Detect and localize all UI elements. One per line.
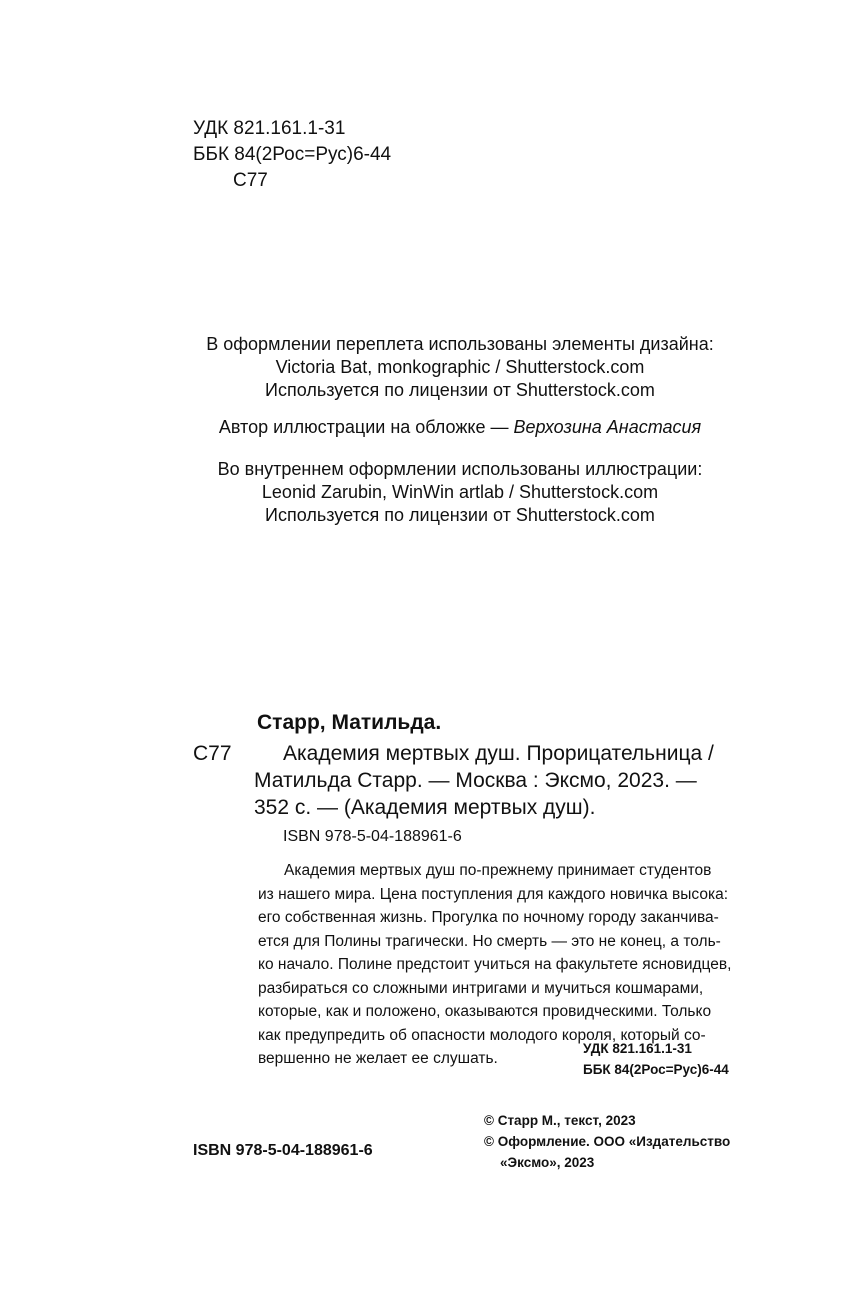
credit-line: Используется по лицензии от Shutterstock.com	[265, 505, 655, 525]
footer-bbk: ББК 84(2Рос=Рус)6-44	[583, 1062, 729, 1077]
bib-isbn: ISBN 978-5-04-188961-6	[283, 828, 462, 845]
annotation-line: которые, как и положено, оказываются провидческими. Только	[258, 1003, 712, 1020]
credit-line: Используется по лицензии от Shutterstock.com	[265, 380, 655, 400]
illustrator-name: Верхозина Анастасия	[513, 417, 702, 437]
illustrator-credit	[150, 416, 770, 439]
author-mark: С77	[233, 170, 268, 191]
annotation-line: разбираться со сложными интригами и мучиться кошмарами,	[258, 979, 704, 997]
bib-line: Академия мертвых душ. Прорицательница /	[283, 742, 714, 765]
cover-design-credits	[150, 333, 770, 402]
bib-line: 352 с. — (Академия мертвых душ).	[254, 796, 596, 819]
copyright-line: «Эксмо», 2023	[500, 1155, 595, 1170]
annotation-line: ется для Полины трагически. Но смерть — это не конец, а толь-	[258, 932, 721, 950]
illustrator-line	[150, 416, 770, 439]
copyright-line: © Старр М., текст, 2023	[484, 1113, 636, 1128]
footer-isbn: ISBN 978-5-04-188961-6	[193, 1142, 373, 1159]
credit-line: Leonid Zarubin, WinWin artlab / Shutterstock.com	[261, 482, 659, 502]
bib-mark: С77	[193, 742, 232, 765]
credit-line: В оформлении переплета использованы элементы дизайна:	[206, 334, 714, 354]
annotation-line: ко начало. Полине предстоит учиться на факультете ясновидцев,	[258, 956, 732, 973]
illustrator-prefix: Автор иллюстрации на обложке —	[218, 417, 514, 437]
bbk-code: ББК 84(2Рос=Рус)6-44	[193, 144, 392, 165]
annotation-line: вершенно не желает ее слушать.	[258, 1050, 498, 1067]
annotation-line: из нашего мира. Цена поступления для каждого новичка высока:	[258, 885, 729, 903]
credit-line: Во внутреннем оформлении использованы иллюстрации:	[217, 459, 703, 479]
copyright-line: © Оформление. ООО «Издательство	[484, 1134, 731, 1149]
udk-code: УДК 821.161.1-31	[193, 118, 346, 139]
bib-line: Матильда Старр. — Москва : Эксмо, 2023. —	[254, 769, 697, 792]
inner-design-credits	[150, 458, 770, 527]
footer-udk: УДК 821.161.1-31	[583, 1041, 692, 1056]
credit-line: Victoria Bat, monkographic / Shutterstock.com	[275, 357, 645, 377]
bib-author: Старр, Матильда.	[257, 711, 442, 734]
annotation-line: как предупредить об опасности молодого короля, который со-	[258, 1026, 706, 1044]
annotation-line: Академия мертвых душ по-прежнему принимает студентов	[284, 862, 712, 879]
annotation-line: его собственная жизнь. Прогулка по ночному городу заканчива-	[258, 909, 719, 926]
